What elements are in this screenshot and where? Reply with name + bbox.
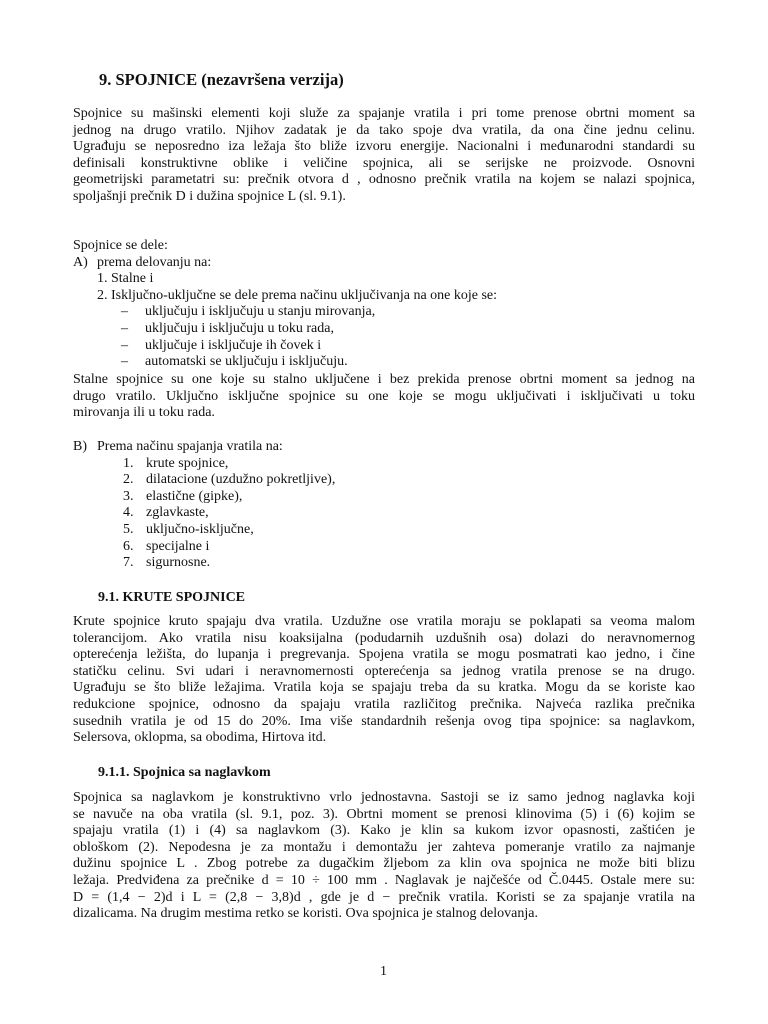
list-label: Prema načinu spajanja vratila na: bbox=[97, 439, 283, 454]
sub-list-item: uključuje i isključuje ih čovek i bbox=[145, 337, 322, 353]
paragraph-line: obloškom (2). Nepodesna je za montažu i demontažu jer zahteva pomeranje vratilo za najmanje bbox=[73, 839, 695, 855]
paragraph-line: susednih vratila je od 15 do 20%. Ima više standardnih rešenja ovog tipa spojnice: sa naglavkom, bbox=[73, 713, 695, 729]
list-number: 4. bbox=[123, 505, 134, 521]
subsection-heading: 9.1.1. Spojnica sa naglavkom bbox=[98, 765, 271, 780]
stalne-paragraph bbox=[73, 372, 695, 422]
section-91-paragraph bbox=[73, 614, 695, 747]
section-911-paragraph bbox=[73, 790, 695, 923]
list-item: sigurnosne. bbox=[146, 555, 211, 571]
list-number: 5. bbox=[123, 521, 134, 537]
list-number: 6. bbox=[123, 538, 134, 554]
paragraph-line: D = (1,4 − 2)d i L = (2,8 − 3,8)d , gde je d − prečnik vratila. Koristi se za spajanje vratila na bbox=[73, 889, 695, 905]
list-label: prema delovanju na: bbox=[97, 254, 212, 270]
paragraph-line: se navuče na oba vratila (sl. 9.1, poz. 3). Obrtni moment se prenosi klinovima (5) i (6) kojim se bbox=[73, 806, 695, 822]
list-marker: B) bbox=[73, 439, 87, 454]
list-number: 1. bbox=[123, 455, 134, 471]
list-item: krute spojnice, bbox=[146, 455, 229, 471]
list-item: Stalne i bbox=[111, 271, 154, 287]
paragraph-line: Stalne spojnice su one koje su stalno uključene i bez prekida prenose obrtni moment sa jednog na bbox=[73, 372, 695, 387]
paragraph-line: Spojnice su mašinski elementi koji služe za spajanje vratila i pri tome prenose obrtni moment sa bbox=[73, 106, 695, 121]
paragraph-line: dužinu spojnice L . Zbog potrebe za dugačkim žljebom za klin ova spojnica ne može biti blizu bbox=[73, 856, 695, 872]
paragraph-line: spoljašnji prečnik D i dužina spojnice L (sl. 9.1). bbox=[73, 188, 346, 204]
paragraph-line: Ugrađuju se neposredno iza ležaja što bliže izvoru energije. Nacionalni i međunarodni standardi su bbox=[73, 139, 695, 155]
list-number: 7. bbox=[123, 555, 134, 571]
page-number: 1 bbox=[380, 964, 387, 979]
paragraph-line: ležaja. Predviđena za prečnike d = 10 ÷ 100 mm . Naglavak je najčešće od Č.0445. Ostale mere su: bbox=[73, 872, 695, 888]
list-number: 2. bbox=[123, 472, 134, 488]
list-item: uključno-isključne, bbox=[146, 521, 254, 537]
list-number: 1. bbox=[97, 271, 108, 287]
section-heading: 9.1. KRUTE SPOJNICE bbox=[98, 590, 246, 605]
paragraph-line: mirovanja ili u toku rada. bbox=[73, 405, 215, 421]
dash-bullet: – bbox=[121, 320, 128, 336]
document-title: 9. SPOJNICE (nezavršena verzija) bbox=[99, 70, 344, 89]
sub-list-item: automatski se uključuju i isključuju. bbox=[145, 354, 348, 370]
paragraph-line: Ugrađuju se što bliže ležajima. Vratila koja se spajaju treba da su kratka. Mogu da se koriste kao bbox=[73, 680, 695, 696]
paragraph-line: tolerancijom. Ako vratila nisu koaksijalna (podudarnih uzdušnih osa) dolazi do neravnomernog bbox=[73, 630, 695, 646]
dash-bullet: – bbox=[121, 337, 128, 353]
paragraph-line: Spojnica sa naglavkom je konstruktivno vrlo jednostavna. Sastoji se iz samo jednog naglavka koji bbox=[73, 790, 695, 805]
paragraph-line: dizalicama. Na drugim mestima retko se koristi. Ova spojnica je stalnog delovanja. bbox=[73, 906, 538, 922]
dash-bullet: – bbox=[121, 304, 128, 320]
list-item: dilatacione (uzdužno pokretljive), bbox=[146, 472, 336, 488]
paragraph-line: Krute spojnice kruto spajaju dva vratila. Uzdužne ose vratila moraju se poklapati sa veoma malom bbox=[73, 614, 695, 629]
list-number: 2. bbox=[97, 287, 108, 303]
paragraph-line: drugo vratilo. Uključno isključne spojnice su one koje se mogu uključivati i isključivati u toku bbox=[73, 388, 695, 404]
paragraph-line: redukcione spojnice, odnosno da spajaju vratila različitog prečnika. Najveća razlika prečnika bbox=[73, 696, 695, 712]
list-item: zglavkaste, bbox=[146, 505, 209, 521]
paragraph-line: Selersova, oklopma, sa obodima, Hirtova itd. bbox=[73, 730, 327, 746]
list-marker: A) bbox=[73, 254, 88, 270]
list-item: elastične (gipke), bbox=[146, 488, 243, 504]
paragraph-line: statičku celinu. Svi udari i neravnomernosti opterećenja sa jednog vratila prenose se na drugo. bbox=[73, 663, 695, 679]
paragraph-line: geometrijski parametatri su: prečnik otvora d , odnosno prečnik vratila na kojem se nalazi spojnica, bbox=[73, 172, 695, 188]
list-item: specijalne i bbox=[146, 538, 210, 554]
paragraph-line: spajaju vratila (1) i (4) sa naglavkom (3). Kako je klin sa kukom izvor opasnosti, zaštićen je bbox=[73, 823, 695, 839]
paragraph-line: opterećenja ležišta, do lupanja i pregrevanja. Spojena vratila se mogu posmatrati kao jedno, i čine bbox=[73, 647, 695, 663]
dash-bullet: – bbox=[121, 354, 128, 370]
intro-paragraph bbox=[73, 106, 695, 206]
list-item: Isključno-uključne se dele prema načinu uključivanja na one koje se: bbox=[111, 287, 498, 303]
paragraph-line: jednog na drugo vratilo. Njihov zadatak je da tako spoje dva vratila, da ona čine jednu celinu. bbox=[73, 122, 695, 138]
division-intro: Spojnice se dele: bbox=[73, 238, 168, 253]
sub-list-item: uključuju i isključuju u toku rada, bbox=[145, 320, 334, 336]
list-number: 3. bbox=[123, 488, 134, 504]
sub-list-item: uključuju i isključuju u stanju mirovanja, bbox=[145, 304, 376, 320]
paragraph-line: definisali konstruktivne oblike i veličine spojnica, ali se serijske ne proizvode. Osnovni bbox=[73, 155, 695, 171]
